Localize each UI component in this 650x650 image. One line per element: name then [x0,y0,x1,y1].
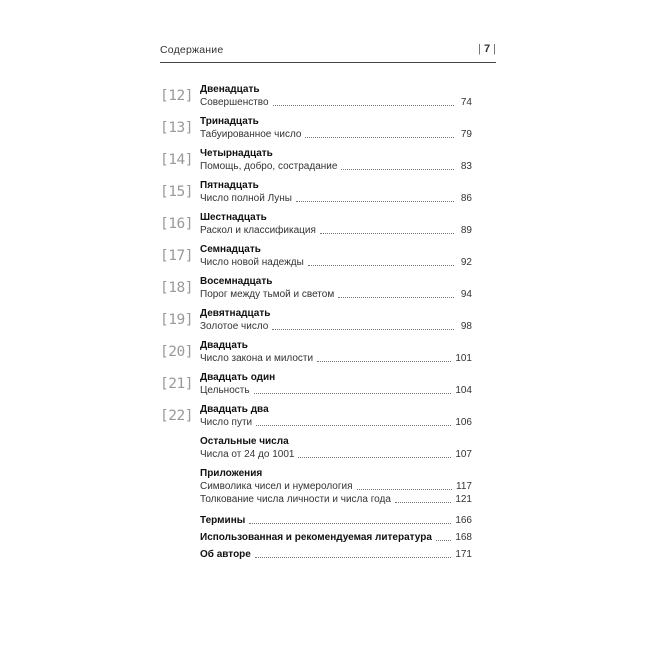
dot-leader [272,329,454,330]
chapter-number: [18] [160,280,193,296]
chapter-subtitle: Число полной Луны [200,193,292,204]
running-header [160,44,496,63]
toc-back-matter [200,514,496,565]
section-page: 107 [455,449,472,460]
appendix-page: 121 [455,494,472,505]
chapter-heading: Двенадцать [200,84,260,95]
dot-leader [249,523,451,524]
chapter-number: [22] [160,408,193,424]
dot-leader [317,361,451,362]
toc-chapter-14[interactable] [160,148,496,180]
chapter-subtitle: Помощь, добро, сострадание [200,161,338,172]
toc-appendix-item[interactable] [200,493,496,506]
chapter-heading: Двадцать один [200,372,276,383]
chapter-number: [13] [160,120,193,136]
dot-leader [305,137,454,138]
toc-chapter-15[interactable] [160,180,496,212]
chapter-number: [15] [160,184,193,200]
dot-leader [320,233,454,234]
page-number-box: | 7 | [478,43,496,55]
chapter-number: [14] [160,152,193,168]
toc-chapter-20[interactable] [160,340,496,372]
dot-leader [308,265,454,266]
chapter-heading: Пятнадцать [200,180,259,191]
chapter-page: 106 [455,417,472,428]
page-number: 7 [484,43,491,55]
appendix-title: Символика чисел и нумерология [200,481,353,492]
toc-back-matter-item[interactable] [200,531,496,548]
chapter-heading: Четырнадцать [200,148,273,159]
chapter-number: [21] [160,376,193,392]
chapter-subtitle: Золотое число [200,321,269,332]
chapter-number: [19] [160,312,193,328]
chapter-subtitle: Порог между тьмой и светом [200,289,335,300]
chapter-page: 98 [460,321,472,332]
back-matter-page: 171 [455,549,472,560]
back-matter-title: Об авторе [200,549,251,560]
chapter-page: 83 [460,161,472,172]
dot-leader [254,393,452,394]
chapter-heading: Семнадцать [200,244,261,255]
dot-leader [395,502,451,503]
dot-leader [357,489,453,490]
toc-back-matter-item[interactable] [200,548,496,565]
section-subtitle: Числа от 24 до 1001 [200,449,295,460]
chapter-heading: Девятнадцать [200,308,271,319]
dot-leader [296,201,454,202]
toc-chapter-16[interactable] [160,212,496,244]
toc-back-matter-item[interactable] [200,514,496,531]
chapter-subtitle: Табуированное число [200,129,302,140]
dot-leader [273,105,454,106]
chapter-subtitle: Число новой надежды [200,257,304,268]
toc-chapter-21[interactable] [160,372,496,404]
back-matter-title: Использованная и рекомендуемая литература [200,532,432,543]
back-matter-page: 168 [455,532,472,543]
toc-chapter-12[interactable] [160,84,496,116]
appendix-title: Толкование числа личности и числа года [200,494,391,505]
chapter-subtitle: Число пути [200,417,253,428]
chapter-number: [20] [160,344,193,360]
toc-chapter-17[interactable] [160,244,496,276]
dot-leader [338,297,454,298]
table-of-contents [160,84,496,565]
toc-chapter-13[interactable] [160,116,496,148]
toc-chapter-19[interactable] [160,308,496,340]
dot-leader [255,557,451,558]
chapter-subtitle: Число закона и милости [200,353,314,364]
dot-leader [256,425,451,426]
section-heading: Приложения [200,468,263,479]
chapter-heading: Тринадцать [200,116,259,127]
chapter-page: 101 [455,353,472,364]
chapter-number: [17] [160,248,193,264]
chapter-heading: Двадцать два [200,404,269,415]
chapter-heading: Восемнадцать [200,276,273,287]
chapter-number: [16] [160,216,193,232]
back-matter-title: Термины [200,515,246,526]
chapter-number: [12] [160,88,193,104]
chapter-subtitle: Совершенство [200,97,269,108]
chapter-heading: Двадцать [200,340,248,351]
chapter-page: 94 [460,289,472,300]
chapter-subtitle: Цельность [200,385,250,396]
dot-leader [298,457,451,458]
toc-appendix-item[interactable] [200,480,496,493]
toc-chapter-22[interactable] [160,404,496,436]
chapter-page: 79 [460,129,472,140]
dot-leader [436,540,451,541]
appendix-page: 117 [456,481,472,492]
chapter-page: 86 [460,193,472,204]
chapter-page: 89 [460,225,472,236]
toc-other-numbers[interactable] [160,436,496,468]
toc-chapter-18[interactable] [160,276,496,308]
back-matter-page: 166 [455,515,472,526]
toc-appendices [160,468,496,514]
chapter-page: 74 [460,97,472,108]
chapter-subtitle: Раскол и классификация [200,225,316,236]
chapter-page: 104 [455,385,472,396]
chapter-heading: Шестнадцать [200,212,267,223]
chapter-page: 92 [460,257,472,268]
section-title: Содержание [160,44,224,56]
section-heading: Остальные числа [200,436,289,447]
dot-leader [341,169,454,170]
